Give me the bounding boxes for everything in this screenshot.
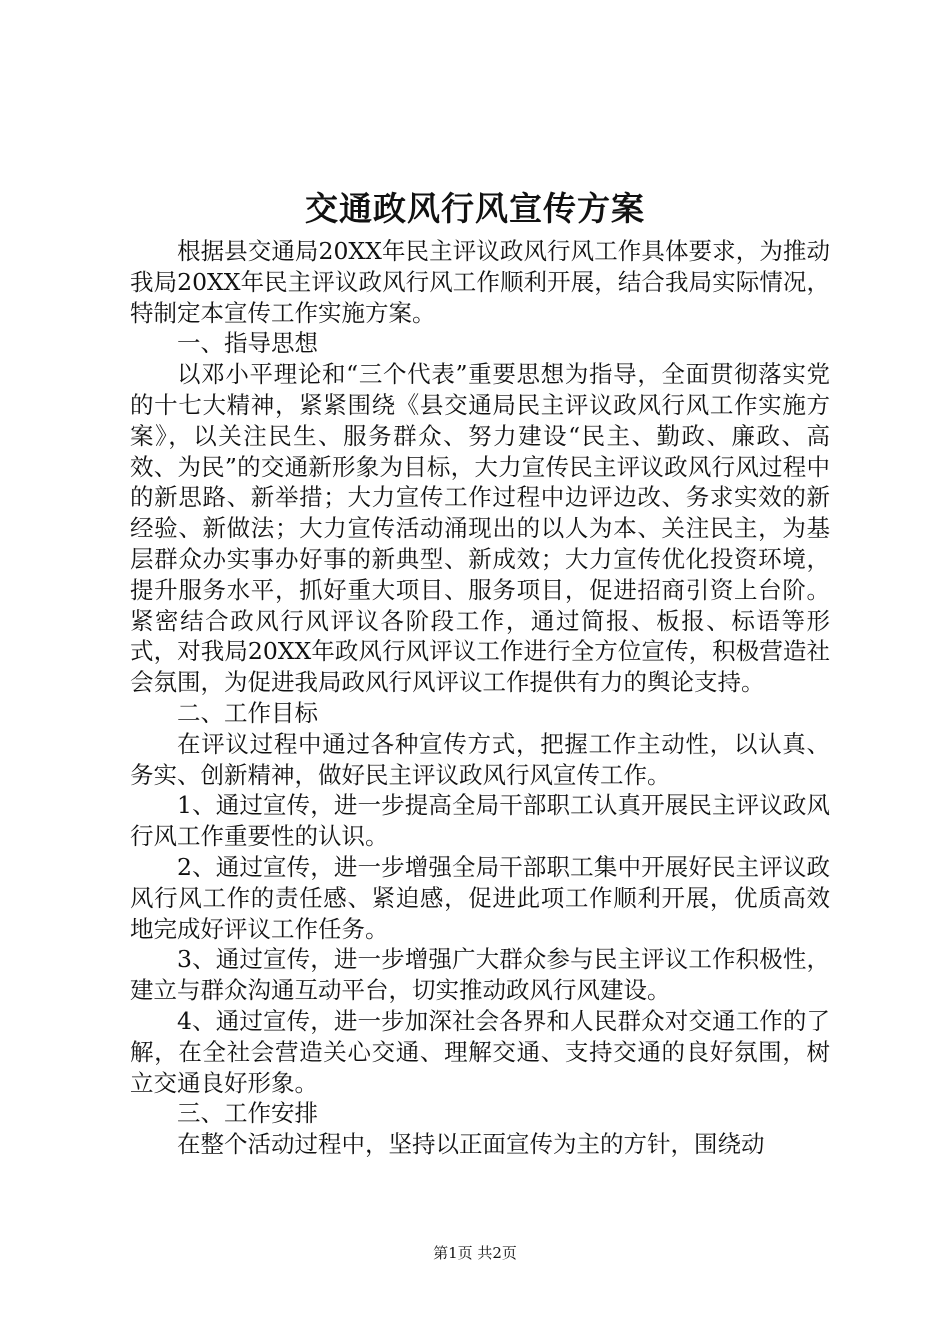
goal-item-1: 1、通过宣传，进一步提高全局干部职工认真开展民主评议政风行风工作重要性的认识。 xyxy=(130,791,830,851)
page-footer: 第1页 共2页 xyxy=(433,1244,517,1262)
intro-paragraph: 根据县交通局20XX年民主评议政风行风工作具体要求，为推动我局20XX年民主评议政风行风工作顺利开展，结合我局实际情况，特制定本宣传工作实施方案。 xyxy=(130,237,830,327)
work-arrangement-paragraph: 在整个活动过程中，坚持以正面宣传为主的方针，围绕动 xyxy=(177,1130,765,1159)
goal-item-2: 2、通过宣传，进一步增强全局干部职工集中开展好民主评议政风行风工作的责任感、紧迫感，促进此项工作顺利开展，优质高效地完成好评议工作任务。 xyxy=(130,852,830,943)
section-heading-work-arrangement: 三、工作安排 xyxy=(177,1099,318,1128)
goal-item-4: 4、通过宣传，进一步加深社会各界和人民群众对交通工作的了解，在全社会营造关心交通、理解交通、支持交通的良好氛围，树立交通良好形象。 xyxy=(130,1006,830,1097)
guiding-thought-paragraph: 以邓小平理论和“三个代表”重要思想为指导，全面贯彻落实党的十七大精神，紧紧围绕《县交通局民主评议政风行风工作实施方案》，以关注民生、服务群众、努力建设“民主、勤政、廉政、高效、为民”的交通新形象为目标，大力宣传民主评议政风行风过程中的新思路、新举措；大力宣传工作过程中边评边改、务求实效的新经验、新做法；大力宣传活动涌现出的以人为本、关注民主，为基层群众办实事办好事的新典型、新成效；大力宣传优化投资环境，提升服务水平，抓好重大项目、服务项目，促进招商引资上台阶。紧密结合政风行风评议各阶段工作，通过简报、板报、标语等形式，对我局20XX年政风行风评议工作进行全方位宣传，积极营造社会氛围，为促进我局政风行风评议工作提供有力的舆论支持。 xyxy=(130,360,830,697)
document-body xyxy=(130,236,830,1160)
section-heading-guiding-thought: 一、指导思想 xyxy=(177,329,318,358)
document-title: 交通政风行风宣传方案 xyxy=(305,189,645,228)
work-goals-paragraph: 在评议过程中通过各种宣传方式，把握工作主动性，以认真、务实、创新精神，做好民主评议政风行风宣传工作。 xyxy=(130,729,830,789)
section-heading-work-goals: 二、工作目标 xyxy=(177,698,318,727)
goal-item-3: 3、通过宣传，进一步增强广大群众参与民主评议工作积极性，建立与群众沟通互动平台，切实推动政风行风建设。 xyxy=(130,945,830,1005)
